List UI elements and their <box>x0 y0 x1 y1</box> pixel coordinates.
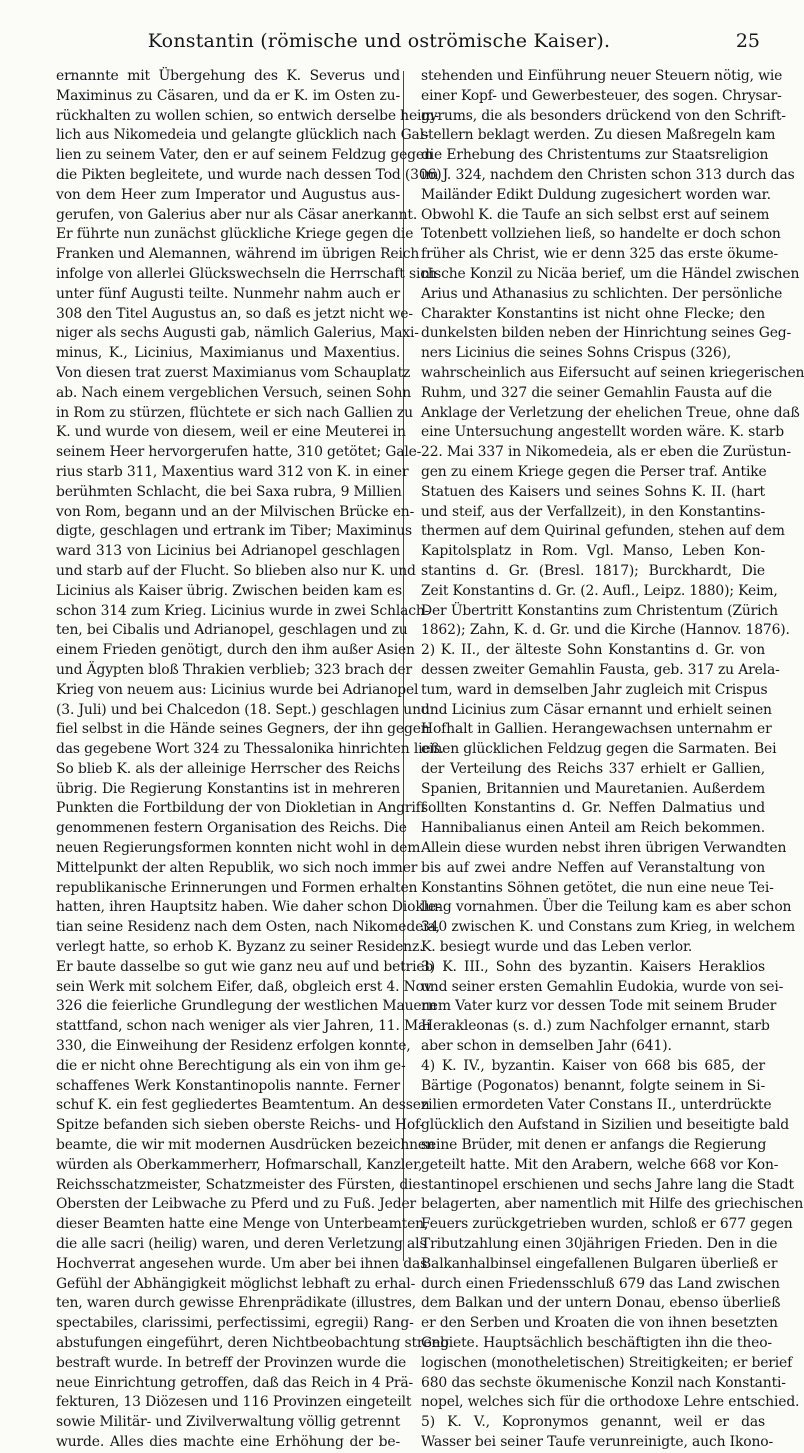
text-line: K. und wurde von diesem, weil er eine Meuterei in <box>56 424 406 441</box>
text-line: stantins d. Gr. (Bresl. 1817); Burckhardt, Die <box>421 562 765 579</box>
text-line: Charakter Konstantins ist nicht ohne Flecke; den <box>421 305 765 322</box>
text-line: Maximinus zu Cäsaren, und da er K. im Osten zu- <box>56 87 400 104</box>
text-line: Er baute dasselbe so gut wie ganz neu auf und betrieb <box>56 958 434 975</box>
text-line: dieser Beamten hatte eine Menge von Unterbeamten, <box>56 1216 429 1233</box>
text-line: die Pikten begleitete, und wurde nach dessen Tod (306) <box>56 166 442 183</box>
text-line: minus, K., Licinius, Maximianus und Maxentius. <box>56 345 400 362</box>
text-line: ners Licinius die seines Sohns Crispus (326), <box>421 345 732 362</box>
text-line: Punkten die Fortbildung der von Diokletian in Angriff <box>56 800 426 817</box>
text-line: sowie Militär- und Zivilverwaltung völlig getrennt <box>56 1414 401 1431</box>
text-line: Totenbett vollziehen ließ, so handelte er doch schon <box>421 226 781 243</box>
text-line: von Rom, begann und an der Milvischen Brücke en- <box>56 503 415 520</box>
text-line: die alle sacri (heilig) waren, und deren Verletzung als <box>56 1236 427 1253</box>
text-line: und Licinius zum Cäsar ernannt und erhielt seinen <box>421 701 772 718</box>
text-line: einem Frieden genötigt, durch den ihm außer Asien <box>56 642 415 659</box>
text-line: glücklich den Aufstand in Sizilien und beseitigte bald <box>421 1117 789 1134</box>
page-header <box>58 30 760 54</box>
text-line: einer Kopf- und Gewerbesteuer, des sogen. Chrysar- <box>421 87 782 104</box>
text-line: im J. 324, nachdem den Christen schon 313 durch das <box>421 166 795 183</box>
text-line: hatten, ihren Hauptsitz haben. Wie daher schon Diokle- <box>56 899 441 916</box>
text-line: früher als Christ, wie er denn 325 das erste ökume- <box>421 246 779 263</box>
text-line: nopel, welches sich für die orthodoxe Lehre entschied. <box>421 1394 800 1411</box>
text-line: Wasser bei seiner Taufe verunreinigte, auch Ikono- <box>421 1433 774 1450</box>
text-line: 330, die Einweihung der Residenz erfolgen konnte, <box>56 1038 411 1055</box>
text-columns <box>56 67 804 1453</box>
page-number: 25 <box>735 30 760 52</box>
text-line: nische Konzil zu Nicäa berief, um die Händel zwischen <box>421 265 800 282</box>
text-line: berühmten Schlacht, die bei Saxa rubra, 9 Millien <box>56 483 402 500</box>
left-column <box>56 67 449 1453</box>
text-line: Allein diese wurden nebst ihren übrigen Verwandten <box>421 840 787 857</box>
text-line: 22. Mai 337 in Nikomedeia, als er eben die Zurüstun- <box>421 444 791 461</box>
text-line: Obwohl K. die Taufe an sich selbst erst auf seinem <box>421 206 770 223</box>
text-line: und Ägypten bloß Thrakien verblieb; 323 brach der <box>56 661 412 678</box>
text-line: wahrscheinlich aus Eifersucht auf seinen kriegerischen <box>421 364 804 381</box>
text-line: belagerten, aber namentlich mit Hilfe des griechischen <box>421 1196 804 1213</box>
text-line: lich aus Nikomedeia und gelangte glücklich nach Gal- <box>56 127 429 144</box>
text-line: 5) K. V., Kopronymos genannt, weil er das <box>421 1414 765 1431</box>
text-line: gen zu einem Kriege gegen die Perser traf. Antike <box>421 463 767 480</box>
text-line: die er nicht ohne Berechtigung als ein von ihm ge- <box>56 1057 406 1074</box>
text-line: das gegebene Wort 324 zu Thessalonika hinrichten ließ. <box>56 741 444 758</box>
text-line: 308 den Titel Augustus an, so daß es jetzt nicht we- <box>56 305 413 322</box>
text-line: geteilt hatte. Mit den Arabern, welche 668 vor Kon- <box>421 1156 779 1173</box>
text-line: durch einen Friedensschluß 679 das Land zwischen <box>421 1275 780 1292</box>
text-line: (3. Juli) und bei Chalcedon (18. Sept.) geschlagen und <box>56 701 430 718</box>
running-head: Konstantin (römische und oströmische Kaiser). <box>147 30 611 52</box>
text-line: Gefühl der Abhängigkeit möglichst lebhaft zu erhal- <box>56 1275 416 1292</box>
text-line: Spanien, Britannien und Mauretanien. Außerdem <box>421 780 765 797</box>
text-line: neue Einrichtung getroffen, daß das Reich in 4 Prä- <box>56 1374 414 1391</box>
text-line: Franken und Alemannen, während im übrigen Reich <box>56 246 420 263</box>
text-line: Anklage der Verletzung der ehelichen Treue, ohne daß <box>421 404 800 421</box>
text-line: Hochverrat angesehen wurde. Um aber bei ihnen das <box>56 1255 428 1272</box>
text-line: dessen zweiter Gemahlin Fausta, geb. 317 zu Arela- <box>421 661 780 678</box>
text-line: neuen Regierungsformen konnten nicht wohl in dem <box>56 840 421 857</box>
text-line: die Erhebung des Christentums zur Staatsreligion <box>421 147 769 164</box>
text-line: lung vornahmen. Über die Teilung kam es aber schon <box>421 899 792 916</box>
text-line: ward 313 von Licinius bei Adrianopel geschlagen <box>56 543 400 560</box>
text-line: Balkanhalbinsel eingefallenen Bulgaren überließ er <box>421 1255 778 1272</box>
text-line: wurde. Alles dies machte eine Erhöhung der be- <box>56 1433 400 1450</box>
text-line: republikanische Erinnerungen und Formen erhalten <box>56 879 418 896</box>
text-line: nem Vater kurz vor dessen Tode mit seinem Bruder <box>421 998 777 1015</box>
text-line: ernannte mit Übergehung des K. Severus und <box>56 68 400 84</box>
text-line: Tributzahlung einen 30jährigen Frieden. Den in die <box>421 1236 778 1253</box>
text-line: spectabiles, clarissimi, perfectissimi, egregii) Rang- <box>56 1315 414 1332</box>
text-line: Zeit Konstantins d. Gr. (2. Aufl., Leipz. 1880); Keim, <box>421 582 778 599</box>
text-line: 326 die feierliche Grundlegung der westlichen Mauern <box>56 998 437 1015</box>
text-line: 3) K. III., Sohn des byzantin. Kaisers Heraklios <box>421 958 765 975</box>
text-line: stantinopel erschienen und sechs Jahre lang die Stadt <box>421 1176 794 1193</box>
text-line: dunkelsten bilden neben der Hinrichtung seines Geg- <box>421 325 792 342</box>
text-line: seinem Heer hervorgerufen hatte, 310 getötet; Gale- <box>56 444 422 461</box>
text-line: Er führte nun zunächst glückliche Kriege gegen die <box>56 226 414 243</box>
text-line: Krieg von neuem aus: Licinius wurde bei Adrianopel <box>56 681 419 698</box>
text-line: sein Werk mit solchem Eifer, daß, obgleich erst 4. Nov. <box>56 978 435 995</box>
text-line: stehenden und Einführung neuer Steuern nötig, wie <box>421 68 783 84</box>
text-line: genommenen festern Organisation des Reichs. Die <box>56 820 407 837</box>
text-line: übrig. Die Regierung Konstantins ist in mehreren <box>56 780 400 797</box>
text-line: schuf K. ein fest gegliedertes Beamtentum. An dessen <box>56 1097 430 1114</box>
text-line: Ruhm, und 327 die seiner Gemahlin Fausta auf die <box>421 384 772 401</box>
text-line: Arius und Athanasius zu schlichten. Der persönliche <box>421 285 783 302</box>
text-line: abstufungen eingeführt, deren Nichtbeobachtung streng <box>56 1335 449 1351</box>
text-line: in Rom zu stürzen, flüchtete er sich nach Gallien zu <box>56 404 413 421</box>
text-line: ten, waren durch gewisse Ehrenprädikate (illustres, <box>56 1295 417 1312</box>
text-line: Kapitolsplatz in Rom. Vgl. Manso, Leben Kon- <box>421 543 765 560</box>
text-line: gerufen, von Galerius aber nur als Cäsar anerkannt. <box>56 206 418 223</box>
text-line: und starb auf der Flucht. So blieben also nur K. und <box>56 562 416 579</box>
text-line: verlegt hatte, so erhob K. Byzanz zu seiner Residenz. <box>56 939 424 956</box>
text-line: 1862); Zahn, K. d. Gr. und die Kirche (Hannov. 1876). <box>421 622 790 639</box>
text-line: stattfand, schon nach weniger als vier Jahren, 11. Mai <box>56 1018 431 1035</box>
text-line: zilien ermordeten Vater Constans II., unterdrückte <box>421 1097 772 1114</box>
text-line: logischen (monotheletischen) Streitigkeiten; er berief <box>421 1354 793 1371</box>
text-line: einen glücklichen Feldzug gegen die Sarmaten. Bei <box>421 741 777 758</box>
text-line: der Verteilung des Reichs 337 erhielt er Gallien, <box>421 760 765 777</box>
text-line: Der Übertritt Konstantins zum Christentum (Zürich <box>421 602 778 619</box>
text-line: Hofhalt in Gallien. Herangewachsen unternahm er <box>421 721 772 738</box>
text-line: digte, geschlagen und ertrank im Tiber; Maximinus <box>56 523 413 540</box>
text-line: tum, ward in demselben Jahr zugleich mit Crispus <box>421 681 768 698</box>
text-line: 340 zwischen K. und Constans zum Krieg, in welchem <box>421 919 796 936</box>
text-line: Statuen des Kaisers und seines Sohns K. II. (hart <box>421 483 765 500</box>
text-line: gyrums, die als besonders drückend von den Schrift- <box>421 107 786 124</box>
text-line: Mittelpunkt der alten Republik, wo sich noch immer <box>56 859 418 876</box>
text-line: würden als Oberkammerherr, Hofmarschall, Kanzler, <box>56 1156 423 1173</box>
text-line: Herakleonas (s. d.) zum Nachfolger ernannt, starb <box>421 1018 770 1035</box>
text-line: ten, bei Cibalis und Adrianopel, geschlagen und zu <box>56 622 408 639</box>
text-line: seine Brüder, mit denen er anfangs die Regierung <box>421 1137 767 1154</box>
text-line: schaffenes Werk Konstantinopolis nannte. Ferner <box>56 1077 400 1094</box>
right-column <box>421 67 804 1453</box>
text-line: Mailänder Edikt Duldung zugesichert worden war. <box>421 186 771 203</box>
text-line: beamte, die wir mit modernen Ausdrücken bezeichnen <box>56 1137 435 1154</box>
text-line: Licinius als Kaiser übrig. Zwischen beiden kam es <box>56 582 402 599</box>
text-line: lien zu seinem Vater, den er auf seinem Feldzug gegen <box>56 147 433 164</box>
text-line: bestraft wurde. In betreff der Provinzen wurde die <box>56 1354 407 1371</box>
text-line: sollten Konstantins d. Gr. Neffen Dalmatius und <box>421 800 765 817</box>
text-line: Von diesen trat zuerst Maximianus vom Schauplatz <box>56 364 411 381</box>
text-line: ab. Nach einem vergeblichen Versuch, seinen Sohn <box>56 384 412 401</box>
text-line: Hannibalianus einen Anteil am Reich bekommen. <box>421 820 765 837</box>
text-line: So blieb K. als der alleinige Herrscher des Reichs <box>56 760 400 777</box>
text-line: niger als sechs Augusti gab, nämlich Galerius, Maxi- <box>56 325 419 342</box>
text-line: von dem Heer zum Imperator und Augustus aus- <box>56 186 400 203</box>
text-line: 680 das sechste ökumenische Konzil nach Konstanti- <box>421 1374 786 1391</box>
text-line: 2) K. II., der älteste Sohn Konstantins d. Gr. von <box>421 642 765 659</box>
text-line: bis auf zwei andre Neffen auf Veranstaltung von <box>421 859 765 876</box>
text-line: und steif, aus der Verfallzeit), in den Konstantins- <box>421 503 765 520</box>
text-line: Reichsschatzmeister, Schatzmeister des Fürsten, die <box>56 1176 421 1193</box>
text-line: und seiner ersten Gemahlin Eudokia, wurde von sei- <box>421 978 784 995</box>
text-line: dem Balkan und der untern Donau, ebenso überließ <box>421 1295 781 1312</box>
text-line: fiel selbst in die Hände seines Gegners, der ihn gegen <box>56 721 430 738</box>
text-line: rückhalten zu wollen schien, so entwich derselbe heim- <box>56 107 439 124</box>
text-line: Spitze befanden sich sieben oberste Reichs- und Hof- <box>56 1117 425 1134</box>
text-line: Obersten der Leibwache zu Pferd und zu Fuß. Jeder <box>56 1196 417 1213</box>
text-line: eine Untersuchung angestellt worden wäre. K. starb <box>421 424 784 441</box>
text-line: rius starb 311, Maxentius ward 312 von K. in einer <box>56 463 409 480</box>
text-line: Konstantins Söhnen getötet, die nun eine neue Tei- <box>421 879 774 896</box>
text-line: thermen auf dem Quirinal gefunden, stehen auf dem <box>421 523 785 540</box>
text-line: infolge von allerlei Glückswechseln die Herrschaft sich <box>56 265 437 282</box>
text-line: schon 314 zum Krieg. Licinius wurde in zwei Schlach- <box>56 602 430 619</box>
text-line: er den Serben und Kroaten die von ihnen besetzten <box>421 1315 778 1332</box>
text-line: 4) K. IV., byzantin. Kaiser von 668 bis 685, der <box>421 1057 765 1074</box>
text-line: stellern beklagt werden. Zu diesen Maßregeln kam <box>421 127 776 144</box>
text-line: unter fünf Augusti teilte. Nunmehr nahm auch er <box>56 285 400 302</box>
text-line: Gebiete. Hauptsächlich beschäftigten ihn die theo- <box>421 1335 772 1351</box>
text-line: fekturen, 13 Diözesen und 116 Provinzen eingeteilt <box>56 1394 412 1411</box>
text-line: tian seine Residenz nach dem Osten, nach Nikomedeia, <box>56 919 440 936</box>
text-line: aber schon in demselben Jahr (641). <box>421 1038 672 1055</box>
text-line: Feuers zurückgetrieben wurden, schloß er 677 gegen <box>421 1216 793 1233</box>
text-line: Bärtige (Pogonatos) benannt, folgte seinem in Si- <box>421 1077 765 1094</box>
text-line: K. besiegt wurde und das Leben verlor. <box>421 939 693 956</box>
